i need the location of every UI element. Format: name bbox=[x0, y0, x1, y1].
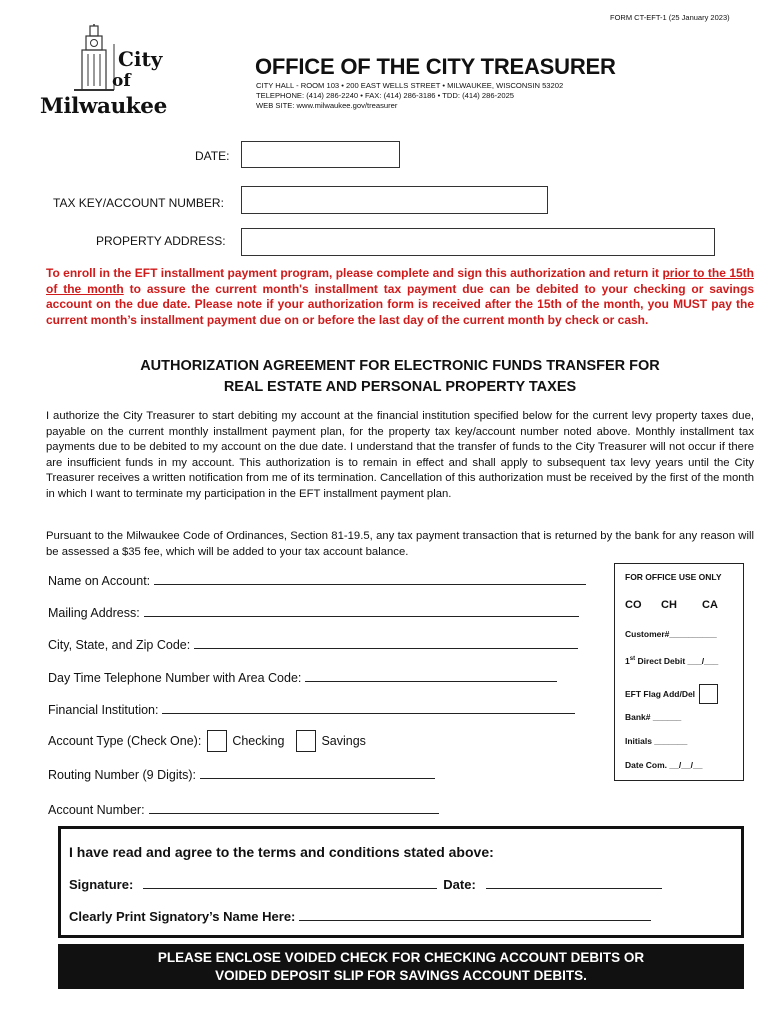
city-logo bbox=[40, 24, 170, 124]
mailing-address-label: Mailing Address: bbox=[48, 606, 140, 620]
account-number-field bbox=[48, 803, 439, 817]
notice-deadline: prior to the 15th of the month bbox=[46, 266, 754, 296]
office-use-eft-flag bbox=[625, 684, 718, 704]
signature-date-line[interactable] bbox=[486, 888, 662, 889]
office-use-date-com: Date Com. __/__/__ bbox=[625, 760, 703, 770]
savings-label: Savings bbox=[321, 734, 366, 748]
agreement-title-line2: REAL ESTATE AND PERSONAL PROPERTY TAXES bbox=[223, 379, 577, 395]
name-on-account-line[interactable] bbox=[154, 584, 586, 585]
logo-city-text: City bbox=[118, 47, 163, 71]
signature-row bbox=[69, 877, 662, 892]
office-use-ch: CH bbox=[661, 599, 677, 611]
account-number-label: Account Number: bbox=[48, 803, 145, 817]
savings-checkbox[interactable] bbox=[296, 730, 316, 752]
property-address-label: PROPERTY ADDRESS: bbox=[96, 234, 226, 248]
agreement-title bbox=[46, 356, 754, 398]
city-state-zip-line[interactable] bbox=[194, 648, 578, 649]
office-address: CITY HALL - ROOM 103 • 200 EAST WELLS STREET • MILWAUKEE, WISCONSIN 53202 bbox=[256, 81, 564, 90]
financial-institution-field bbox=[48, 703, 575, 717]
print-name-line[interactable] bbox=[299, 920, 651, 921]
print-name-label: Clearly Print Signatory’s Name Here: bbox=[69, 909, 296, 924]
footer-line2: VOIDED DEPOSIT SLIP FOR SAVINGS ACCOUNT DEBITS. bbox=[215, 968, 587, 983]
city-state-zip-label: City, State, and Zip Code: bbox=[48, 638, 191, 652]
signature-box bbox=[58, 826, 744, 938]
financial-institution-label: Financial Institution: bbox=[48, 703, 159, 717]
office-use-co: CO bbox=[625, 599, 642, 611]
first-debit-prefix: 1 bbox=[625, 656, 630, 666]
footer-line1: PLEASE ENCLOSE VOIDED CHECK FOR CHECKING ACCOUNT DEBITS OR bbox=[157, 950, 645, 965]
notice-text-2: to assure the current month's installment tax payment due can be debited to your checking or savings account on the due date. Please note if your authorization form is received after the 15th of the month, you MUST pay the current month’s installment payment due on or before the last day of the current month by check or cash. bbox=[46, 281, 754, 327]
office-use-bank: Bank# ______ bbox=[625, 712, 682, 722]
date-label: DATE: bbox=[195, 149, 230, 163]
enrollment-notice bbox=[46, 266, 754, 328]
routing-number-field bbox=[48, 768, 435, 782]
voided-check-notice bbox=[58, 944, 744, 989]
print-name-row bbox=[69, 909, 651, 924]
mailing-address-field bbox=[48, 606, 579, 620]
phone-field bbox=[48, 671, 557, 685]
phone-label: Day Time Telephone Number with Area Code: bbox=[48, 671, 302, 685]
phone-line[interactable] bbox=[305, 681, 557, 682]
first-debit-sup: st bbox=[629, 656, 636, 663]
office-title: OFFICE OF THE CITY TREASURER bbox=[255, 54, 616, 79]
financial-institution-line[interactable] bbox=[162, 713, 575, 714]
account-type-label: Account Type (Check One): bbox=[48, 734, 202, 748]
office-use-title: FOR OFFICE USE ONLY bbox=[625, 572, 722, 582]
signature-line[interactable] bbox=[143, 888, 437, 889]
property-address-input[interactable] bbox=[241, 228, 715, 256]
signature-date-label: Date: bbox=[443, 877, 476, 892]
tax-key-input[interactable] bbox=[241, 186, 548, 214]
eft-flag-label: EFT Flag Add/Del bbox=[625, 689, 696, 699]
office-use-ca: CA bbox=[702, 599, 718, 611]
checking-checkbox[interactable] bbox=[207, 730, 227, 752]
city-state-zip-field bbox=[48, 638, 578, 652]
logo-of-text: of bbox=[112, 71, 131, 91]
office-website: WEB SITE: www.milwaukee.gov/treasurer bbox=[256, 101, 398, 110]
date-input[interactable] bbox=[241, 141, 400, 168]
office-use-customer: Customer#__________ bbox=[625, 629, 717, 639]
signature-label: Signature: bbox=[69, 877, 134, 892]
office-use-initials: Initials _______ bbox=[625, 736, 688, 746]
tax-key-label: TAX KEY/ACCOUNT NUMBER: bbox=[53, 196, 224, 210]
ordinance-paragraph: Pursuant to the Milwaukee Code of Ordinances, Section 81-19.5, any tax payment transaction that is returned by the bank for any reason will be assessed a $35 fee, which will be added to your tax account balance. bbox=[46, 530, 754, 558]
authorization-paragraph: I authorize the City Treasurer to start debiting my account at the financial institution specified below for the current levy property taxes due, payable on the current monthly installment payment plan, for the property tax key/account number noted above. Monthly installment tax payments due to be debited to my account on the due date. I understand that the transfer of funds to the City Treasurer will not occur if there are insufficient funds in my account. This authorization is to remain in effect and shall apply to subsequent tax levy years until the City Treasurer receives a written notification from me of its termination. Cancellation of this authorization must be received by the first of the month in which I want to terminate my participation in the EFT installment payment plan. bbox=[46, 410, 754, 500]
form-id: FORM CT-EFT-1 (25 January 2023) bbox=[610, 13, 730, 22]
account-number-line[interactable] bbox=[149, 813, 439, 814]
first-debit-rest: Direct Debit ___/___ bbox=[635, 656, 719, 666]
routing-number-line[interactable] bbox=[200, 778, 435, 779]
notice-text-1: To enroll in the EFT installment payment program, please complete and sign this authorization and return it bbox=[46, 266, 663, 280]
agreement-heading: I have read and agree to the terms and conditions stated above: bbox=[69, 844, 494, 860]
office-phone: TELEPHONE: (414) 286-2240 • FAX: (414) 286-3186 • TDD: (414) 286-2025 bbox=[256, 91, 515, 100]
name-on-account-field bbox=[48, 574, 586, 588]
agreement-title-line1: AUTHORIZATION AGREEMENT FOR ELECTRONIC FUNDS TRANSFER FOR bbox=[140, 358, 660, 374]
eft-flag-checkbox[interactable] bbox=[699, 684, 718, 704]
mailing-address-line[interactable] bbox=[144, 616, 579, 617]
routing-number-label: Routing Number (9 Digits): bbox=[48, 768, 196, 782]
name-on-account-label: Name on Account: bbox=[48, 574, 151, 588]
checking-label: Checking bbox=[232, 734, 285, 748]
office-use-box bbox=[614, 563, 744, 781]
account-type-field bbox=[48, 730, 366, 752]
logo-milwaukee-text: Milwaukee bbox=[40, 94, 167, 119]
office-use-first-debit bbox=[625, 656, 718, 666]
